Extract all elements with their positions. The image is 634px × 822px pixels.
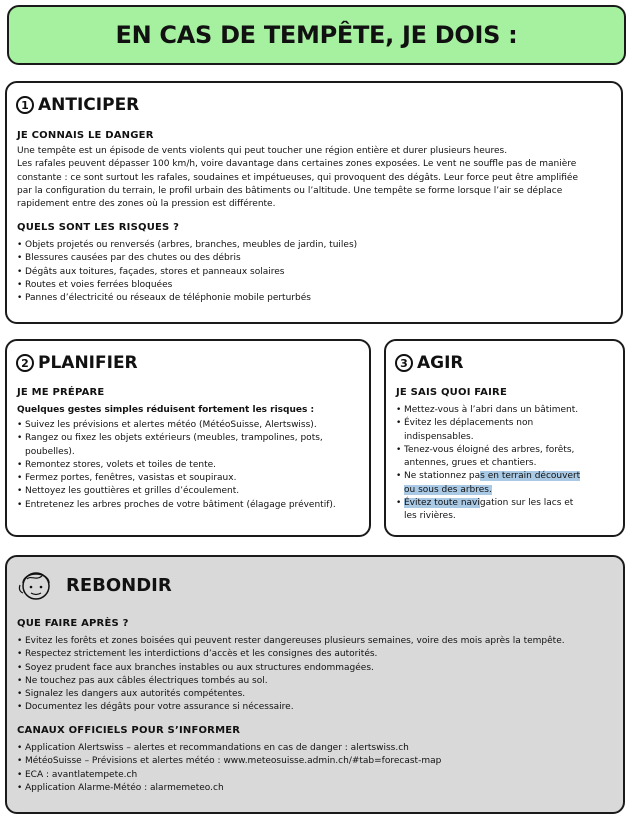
- number-three-icon: 3: [395, 354, 413, 372]
- list-item-text: gation sur les lacs et: [479, 498, 574, 509]
- list-item-text: Évitez les déplacements non: [404, 418, 534, 429]
- list-item: • Remontez stores, volets et toiles de tente.: [17, 459, 367, 472]
- subheading-prepare: JE ME PRÉPARE: [17, 387, 105, 398]
- highlighted-text: s en terrain découvert: [480, 471, 581, 482]
- prepare-list: [17, 419, 367, 512]
- section-title-anticiper: [16, 95, 139, 115]
- list-item: • Soyez prudent face aux branches instables ou aux structures endommagées.: [17, 662, 617, 675]
- person-face-icon: [16, 565, 56, 605]
- list-item: • Ne touchez pas aux câbles électriques tombés au sol.: [17, 675, 617, 688]
- subheading-risks: QUELS SONT LES RISQUES ?: [17, 222, 180, 233]
- text-line: Une tempête est un épisode de vents violents qui peut toucher une région entière et durer plusieurs heures.: [17, 146, 508, 156]
- list-item-text: Rangez ou fixez les objets extérieurs (meubles, trampolines, pots,: [25, 433, 323, 444]
- section-title-agir: [395, 353, 464, 373]
- list-item: • Entretenez les arbres proches de votre bâtiment (élagage préventif).: [17, 499, 367, 512]
- list-item: [396, 470, 622, 497]
- list-item: • Objets projetés ou renversés (arbres, branches, meubles de jardin, tuiles): [17, 239, 617, 252]
- list-item: • Suivez les prévisions et alertes météo (MétéoSuisse, Alertswiss).: [17, 419, 367, 432]
- after-list: [17, 635, 617, 715]
- list-item: • Application Alertswiss – alertes et recommandations en cas de danger : alertswiss.ch: [17, 742, 617, 755]
- channels-list: [17, 742, 617, 795]
- list-item: • MétéoSuisse – Prévisions et alertes météo : www.meteosuisse.admin.ch/#tab=forecast-map: [17, 755, 617, 768]
- list-item: [396, 444, 622, 471]
- section-planifier: [5, 339, 371, 537]
- subheading-after: QUE FAIRE APRÈS ?: [17, 618, 129, 629]
- list-item: [396, 417, 622, 444]
- highlighted-text: Évitez toute navi: [404, 498, 480, 509]
- list-item: • Blessures causées par des chutes ou des débris: [17, 252, 617, 265]
- section-agir: [384, 339, 625, 537]
- section-rebondir: [5, 555, 625, 814]
- section-title-rebondir: [16, 565, 172, 605]
- list-item-text: Ne stationnez pa: [404, 471, 481, 482]
- danger-paragraph: [17, 145, 617, 211]
- list-item-continuation: antennes, grues et chantiers.: [404, 458, 537, 469]
- text-line: rapidement entre des zones où la pression est différente.: [17, 199, 276, 210]
- number-two-icon: 2: [16, 354, 34, 372]
- list-item: • Fermez portes, fenêtres, vasistas et soupiraux.: [17, 472, 367, 485]
- planifier-title: PLANIFIER: [38, 353, 138, 373]
- title-banner: [7, 5, 626, 65]
- number-one-icon: 1: [16, 96, 34, 114]
- text-line: constante : ce sont surtout les rafales, soudaines et impétueuses, qui provoquent des dégâts. Leur force peut être amplifiée: [17, 172, 579, 183]
- section-title-planifier: [16, 353, 138, 373]
- text-line: Les rafales peuvent dépasser 100 km/h, voire davantage dans certaines zones exposées. Le vent ne souffle pas de manière: [17, 159, 577, 170]
- rebondir-title: REBONDIR: [66, 574, 172, 596]
- risk-list: [17, 239, 617, 305]
- list-item: • Evitez les forêts et zones boisées qui peuvent rester dangereuses plusieurs semaines, voire des mois après la tempête.: [17, 635, 617, 648]
- list-item: [17, 432, 367, 459]
- list-item: • Nettoyez les gouttières et grilles d’écoulement.: [17, 485, 367, 498]
- list-item: • Routes et voies ferrées bloquées: [17, 279, 617, 292]
- subheading-act: JE SAIS QUOI FAIRE: [396, 387, 507, 398]
- text-line: par la configuration du terrain, le profil urbain des bâtiments ou l’altitude. Une tempête se forme lorsque l’air se déplace: [17, 185, 563, 196]
- act-list: [396, 404, 622, 524]
- list-item-continuation: indispensables.: [404, 431, 474, 442]
- list-item: • Documentez les dégâts pour votre assurance si nécessaire.: [17, 701, 617, 714]
- list-item: • Mettez-vous à l’abri dans un bâtiment.: [396, 404, 622, 417]
- highlighted-text: ou sous des arbres.: [404, 484, 492, 495]
- prepare-intro: Quelques gestes simples réduisent fortement les risques :: [17, 405, 315, 415]
- agir-title: AGIR: [417, 353, 464, 373]
- subheading-channels: CANAUX OFFICIELS POUR S’INFORMER: [17, 725, 241, 736]
- list-item: • ECA : avantlatempete.ch: [17, 769, 617, 782]
- page-title: EN CAS DE TEMPÊTE, JE DOIS :: [115, 21, 518, 49]
- list-item: • Application Alarme-Météo : alarmemeteo.ch: [17, 782, 617, 795]
- anticiper-title: ANTICIPER: [38, 95, 140, 115]
- list-item: • Respectez strictement les interdictions d’accès et les consignes des autorités.: [17, 648, 617, 661]
- list-item-text: Tenez-vous éloigné des arbres, forêts,: [404, 444, 575, 455]
- list-item: • Dégâts aux toitures, façades, stores et panneaux solaires: [17, 266, 617, 279]
- section-anticiper: [5, 81, 623, 324]
- list-item: [396, 497, 622, 524]
- list-item: • Pannes d’électricité ou réseaux de téléphonie mobile perturbés: [17, 292, 617, 305]
- list-item-continuation: les rivières.: [404, 511, 456, 522]
- subheading-danger: JE CONNAIS LE DANGER: [17, 130, 154, 141]
- list-item-continuation: poubelles).: [25, 446, 75, 457]
- list-item: • Signalez les dangers aux autorités compétentes.: [17, 688, 617, 701]
